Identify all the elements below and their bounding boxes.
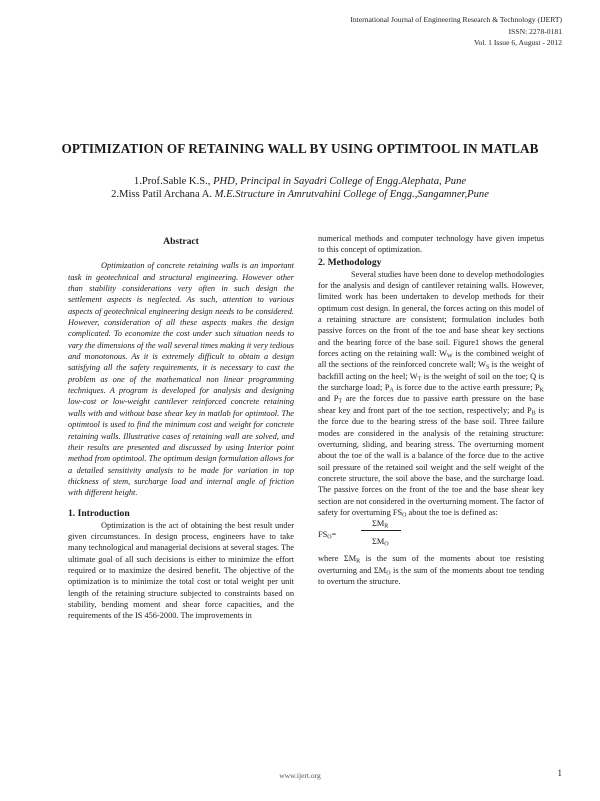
fraction-bar: [361, 530, 401, 531]
author-1: [60, 175, 540, 188]
author-2-name: 2.Miss Patil Archana A.: [111, 189, 213, 200]
footer-url[interactable]: www.ijert.org: [279, 771, 321, 780]
equation-numerator: $\Sigma M_R$: [372, 519, 389, 530]
journal-volume: Vol. 1 Issue 6, August - 2012: [473, 38, 562, 47]
author-2-affiliation: M.E.Structure in Amrutvahini College of Engg.,Sangamner,Pune: [214, 189, 489, 200]
introduction-heading: 1. Introduction: [68, 507, 130, 519]
journal-header: [350, 14, 562, 49]
overturning-equation: [318, 518, 544, 550]
paper-title: OPTIMIZATION OF RETAINING WALL BY USING OPTIMTOOL IN MATLAB: [61, 141, 539, 156]
journal-name: International Journal of Engineering Research & Technology (IJERT): [350, 15, 562, 24]
equation-denominator: $\Sigma M_O$: [372, 537, 389, 548]
introduction-continuation: numerical methods and computer technology have given impetus to this concept of optimization.: [318, 234, 544, 255]
methodology-heading: 2. Methodology: [318, 256, 382, 268]
journal-issn: ISSN: 2278-0181: [508, 26, 562, 36]
author-1-affiliation: PHD, Principal in Sayadri College of Engg.Alephata, Pune: [213, 176, 467, 187]
right-column: [318, 233, 544, 587]
abstract-text: Optimization of concrete retaining walls is an important task in geotechnical and structural engineering. However other than stability considerations very often in such design the settlement aspects is neglected. As such, attention to various aspects of geotechnical engineering design needs to be considered. However, consideration of all these aspects makes the design complicated. To economize the cost under such situation needs to vary the dimensions of the wall several times making it very tedious and monotonous. As it is extremely difficult to obtain a design satisfying all the safety requirements, it is necessary to cast the problem as one of the mathematical non linear programming techniques. A program is developed for analysis and designing low-cost or low-weight cantilever reinforced concrete retaining walls with and without base shear key in matlab for optimtool. The optimtool is used to find the minimum cost and weight for concrete retaining walls. Illustrative cases of retaining wall are solved, and their results are presented and discussed by using Interior point method from optimtool. The optimum design formulation allows for a detailed sensitivity analysis to be made for variation in top thickness of stem, surcharge load and internal angle of friction with different height.: [68, 261, 294, 498]
author-2: [60, 188, 540, 201]
methodology-text: Several studies have been done to develop methodologies for the analysis and design of cantilever retaining walls. However, limited work has been undertaken to develop methods for their optimum cost design. In general, the forces acting on this model of a retaining structure are consistent; formulation includes both passive forces on the front of the toe and base shear key sections and the bearing force of the base soil. Figure1 shows the general forces acting on the retaining wall: $W_W$ is the combined weight of all the sections of the reinforced concrete wall; $W_S$ is the weight of backfill acting on the heel; $W_T$ is the weight of soil on the toe; Q is the surcharge load; $P_A$ is force due to the active earth pressure; $P_K$ and $P_T$ are the forces due to passive earth pressure on the base shear key and front part of the toe section, respectively; and $P_B$ is the force due to the bearing stress of the base soil. Three failure modes are considered in the analysis of the retaining structure: overturning, sliding, and bearing stress. The overturning moment about the toe of the wall is a balance of the force due to the active soil pressure of the retained soil weight and the self weight of the concrete structure, the soil above the base, and the surcharge load. The passive forces on the front of the toe and the base shear key section are not considered in the overturning moment. The factor of safety for overturning $FS_O$ about the toe is defined as:: [318, 269, 545, 519]
left-column: [68, 236, 294, 622]
equation-lhs: $FS_O=$: [318, 530, 337, 541]
equation-explanation: where $\Sigma M_R$ is the sum of the moments about toe resisting overturning and $\Sigma M_O$ is the sum of the moments about toe tending to overturn the structure.: [318, 554, 544, 586]
introduction-text: Optimization is the act of obtaining the best result under given circumstances. In design process, engineers have to take many technological and managerial decisions at several stages. The ultimate goal of all such decisions is either to minimize the effort required or to maximize the desired benefit. The objective of the optimization is to minimize the total cost or total weight per unit length of the retaining structure subjected to constraints based on stability, bending moment and shear force capacities, and the requirements of the IS 456-2000. The improvements in: [68, 520, 294, 621]
page-number: 1: [557, 768, 562, 778]
abstract-heading: Abstract: [163, 236, 199, 247]
author-1-name: 1.Prof.Sable K.S.,: [133, 176, 211, 187]
author-list: [60, 175, 540, 201]
